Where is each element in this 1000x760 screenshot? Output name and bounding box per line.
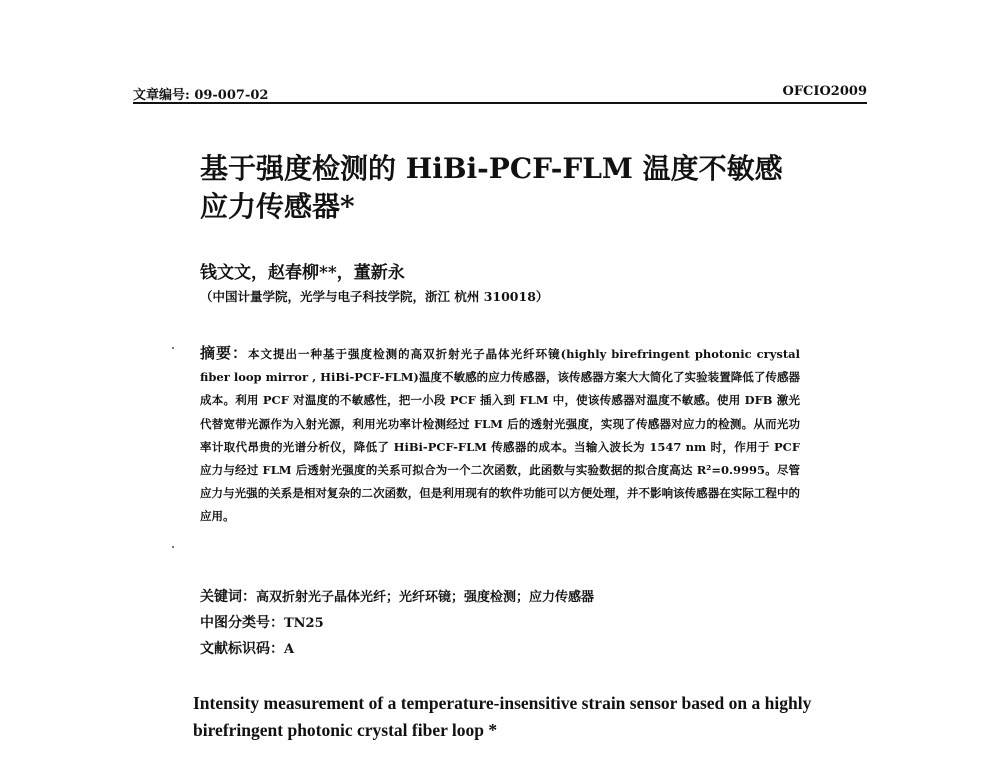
keywords xyxy=(200,586,594,606)
keywords-label: 关键词： xyxy=(200,589,256,605)
clc-value: TN25 xyxy=(284,616,324,631)
scan-mark xyxy=(172,347,174,349)
doc-code-value: A xyxy=(284,642,295,657)
abstract-text: 本文提出一种基于强度检测的高双折射光子晶体光纤环镜(highly birefringent photonic crystal fiber loop mirror , HiBi-PCF-FLM)温度不敏感的应力传感器，该传感器方案大大简化了实验装置降低了传感器成本。利用 PCF 对温度的不敏感性，把一小段 PCF 插入到 FLM 中，使该传感器对温度不敏感。使用 DFB 激光代替宽带光源作为入射光源，利用光功率计检测经过 FLM 后的透射光强度，实现了传感器对应力的检测。从而光功率计取代昂贵的光谱分析仪，降低了 HiBi-PCF-FLM 传感器的成本。当输入波长为 1547 nm 时，作用于 PCF 应力与经过 FLM 后透射光强度的关系可拟合为一个二次函数，此函数与实验数据的拟合度高达 R²=0.9995。尽管应力与光强的关系是相对复杂的二次函数，但是利用现有的软件功能可以方便处理，并不影响该传感器在实际工程中的应用。 xyxy=(200,347,800,524)
article-number: 文章编号: 09-007-02 xyxy=(133,88,269,103)
english-title: Intensity measurement of a temperature-insensitive strain sensor based on a highly birefringent photonic crystal fiber loop * xyxy=(193,693,812,740)
paper-title: 基于强度检测的 HiBi-PCF-FLM 温度不敏感应力传感器* xyxy=(200,152,783,223)
document-code xyxy=(200,638,294,658)
clc-label: 中图分类号： xyxy=(200,615,284,631)
abstract xyxy=(200,342,800,529)
clc-number xyxy=(200,612,324,632)
authors: 钱文文，赵春柳**，董新永 xyxy=(200,263,405,283)
scan-mark xyxy=(172,546,174,548)
conference-code: OFCIO2009 xyxy=(782,84,867,99)
doc-code-label: 文献标识码： xyxy=(200,641,284,657)
affiliation: （中国计量学院，光学与电子科技学院，浙江 杭州 310018） xyxy=(200,289,549,304)
abstract-label: 摘要： xyxy=(200,344,249,362)
keywords-text: 高双折射光子晶体光纤；光纤环镜；强度检测；应力传感器 xyxy=(256,590,595,605)
header-rule xyxy=(133,102,867,104)
